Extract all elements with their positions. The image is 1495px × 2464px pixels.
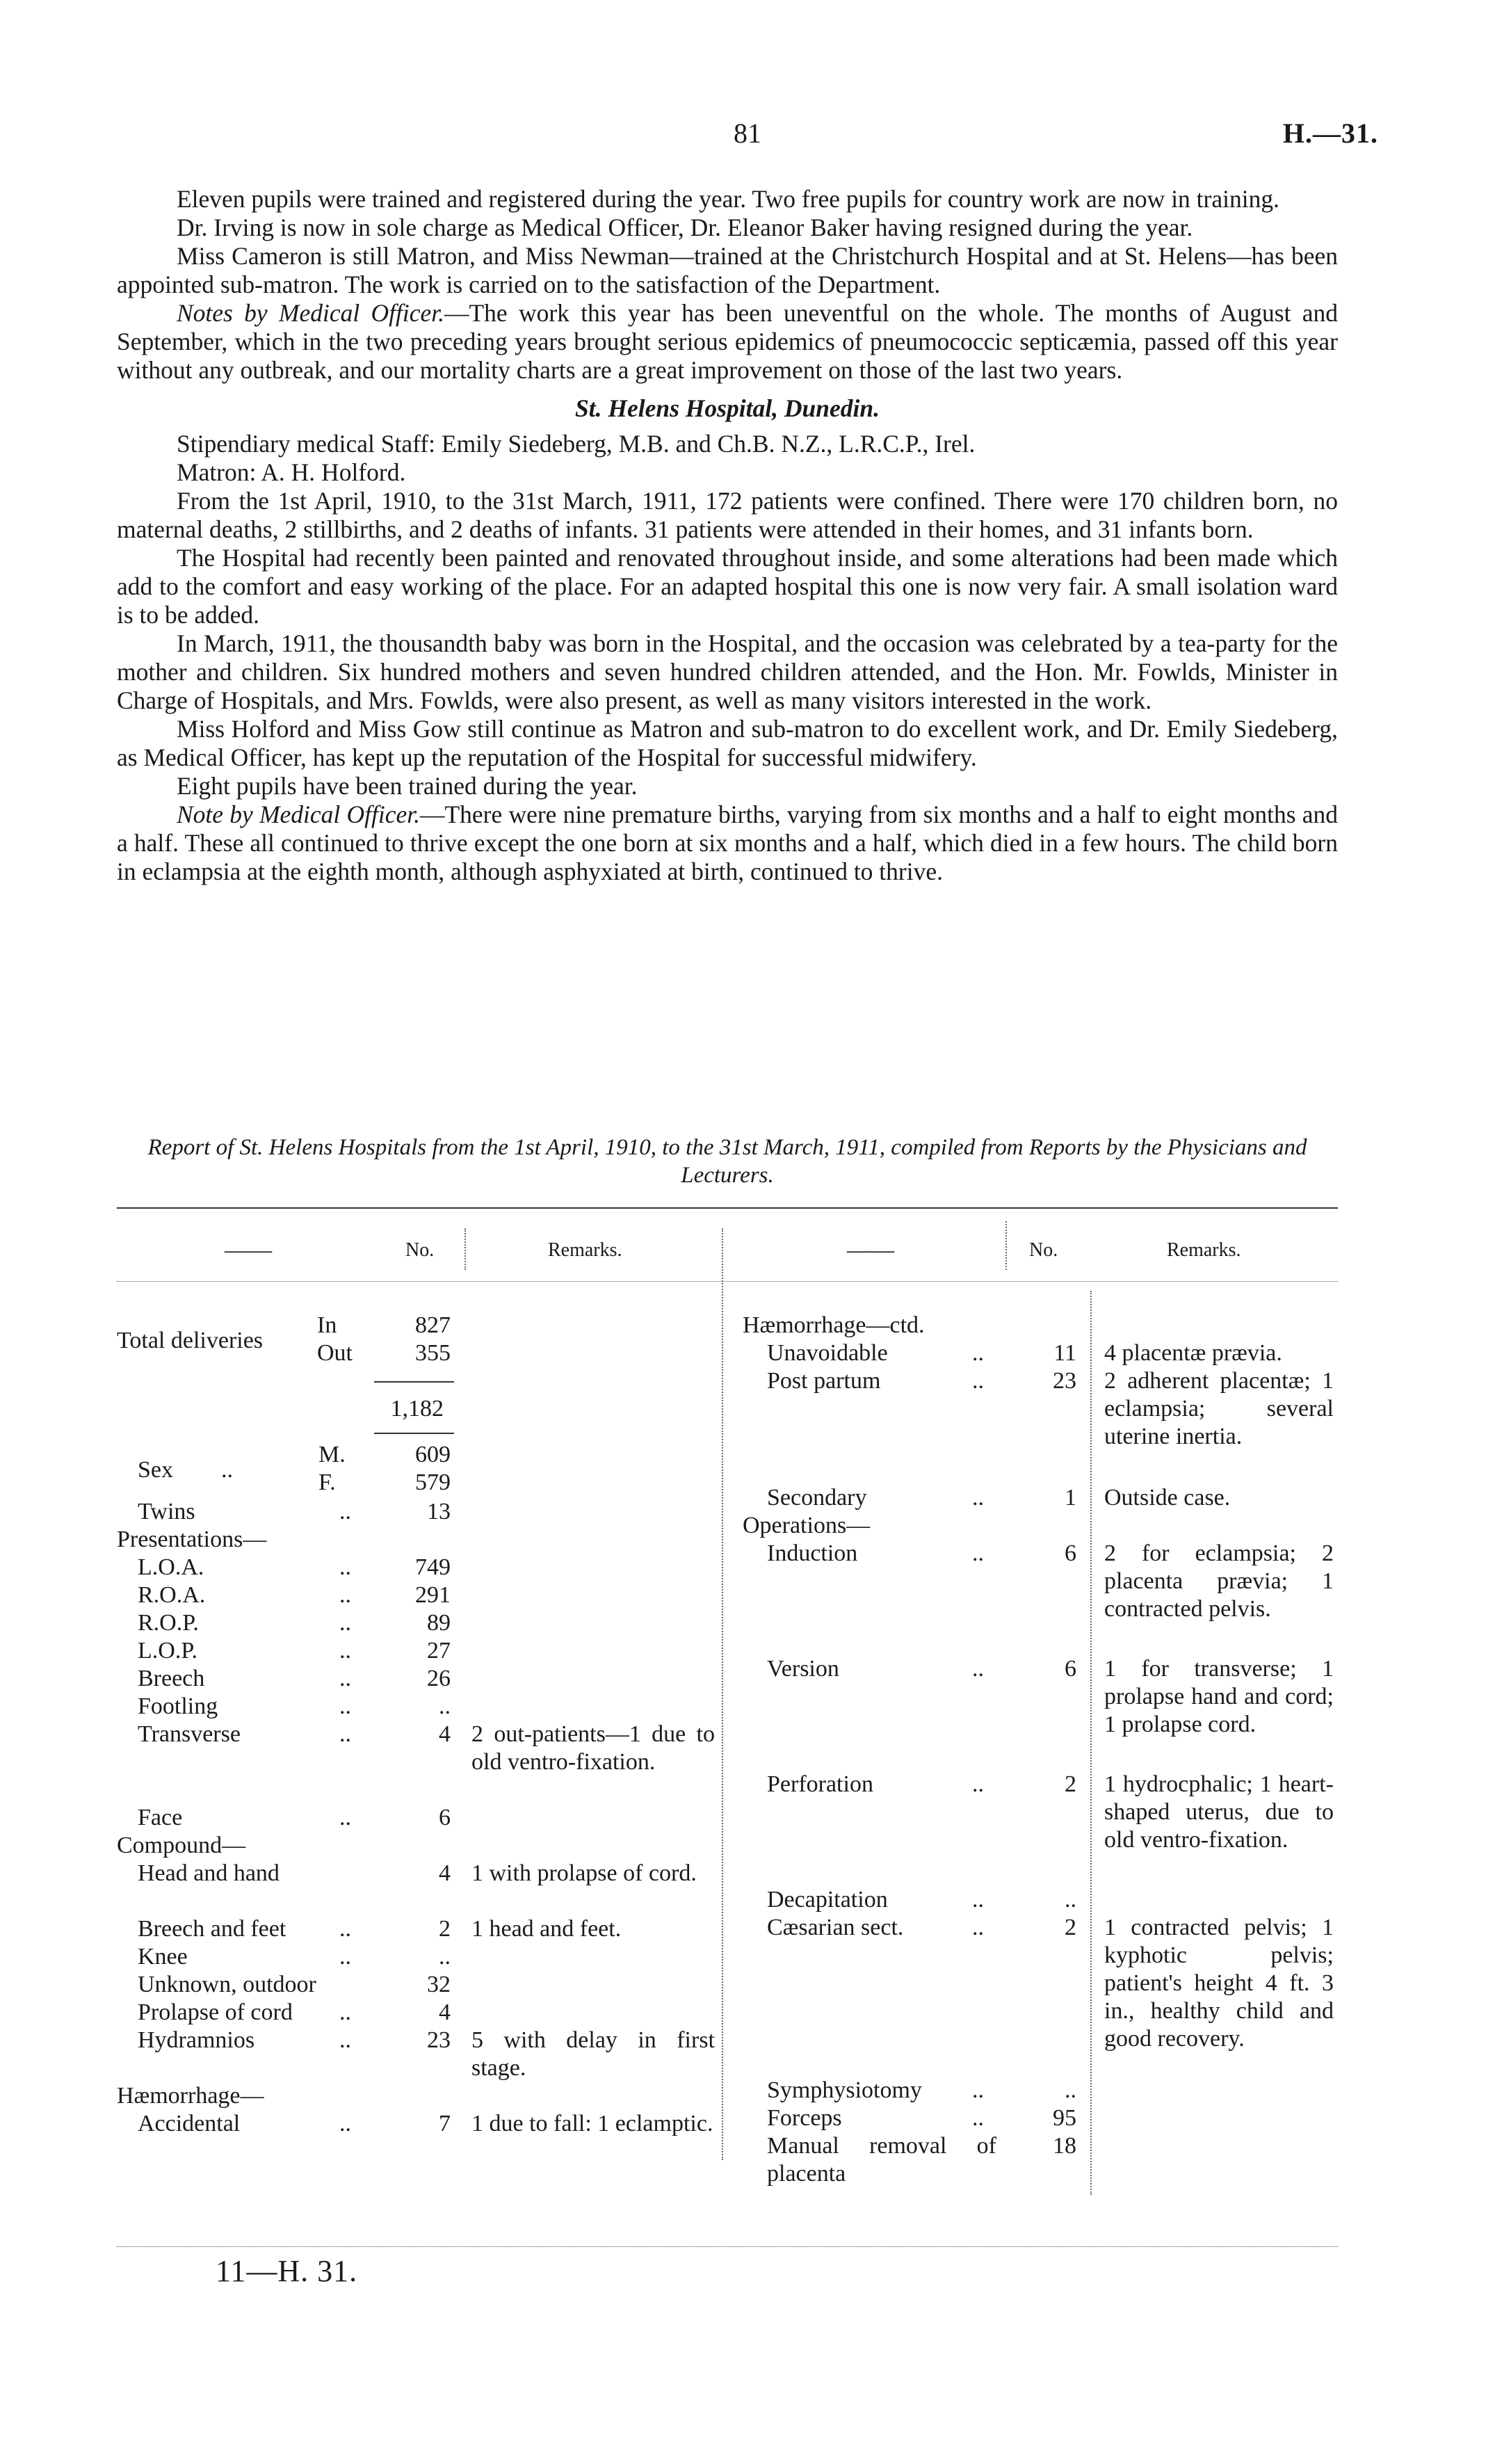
leader-dots: .. xyxy=(339,1693,351,1719)
leader-dots: .. xyxy=(339,1554,351,1580)
row-label: Knee xyxy=(138,1944,188,1970)
leader-dots: .. xyxy=(339,1916,351,1942)
cell-value: 4 xyxy=(439,1860,451,1886)
table-top-rule xyxy=(117,1207,1338,1209)
cell-value: 6 xyxy=(1065,1540,1076,1566)
col-header-remarks: Remarks. xyxy=(1167,1239,1241,1261)
paragraph: Dr. Irving is now in sole charge as Medical Officer, Dr. Eleanor Baker having resigned during the year. xyxy=(177,214,1193,241)
row-label: L.O.A. xyxy=(138,1554,204,1580)
cell-remark: 1 with prolapse of cord. xyxy=(471,1860,697,1886)
paragraph: From the 1st April, 1910, to the 31st March, 1911, 172 patients were confined. There were 170 children born, no maternal deaths, 2 stillbirths, and 2 deaths of infants. 31 patients were attended in their homes, and 31 infants born. xyxy=(117,487,1338,543)
row-label: Forceps xyxy=(767,2105,842,2131)
paragraph: Stipendiary medical Staff: Emily Siedeberg, M.B. and Ch.B. N.Z., L.R.C.P., Irel. xyxy=(177,430,976,458)
cell-value: 11 xyxy=(1053,1340,1076,1366)
cell-remark: 5 with delay in first stage. xyxy=(471,2027,715,2081)
cell-value: 7 xyxy=(439,2111,451,2136)
row-label: Breech and feet xyxy=(138,1916,286,1942)
cell-value: 23 xyxy=(427,2027,451,2053)
leader-dots: .. xyxy=(972,1540,984,1566)
row-label: Face xyxy=(138,1805,183,1830)
column-divider xyxy=(722,1228,723,2160)
cell-remark: 4 placentæ prævia. xyxy=(1104,1340,1282,1366)
cell-remark: 1 for transverse; 1 prolapse hand and cord; 1 prolapse cord. xyxy=(1104,1656,1334,1737)
row-group-label: Hæmorrhage— xyxy=(117,2083,264,2109)
row-sublabel: In xyxy=(317,1312,337,1338)
row-label: Breech xyxy=(138,1666,205,1691)
cell-value: 1 xyxy=(1065,1485,1076,1511)
row-label: Transverse xyxy=(138,1721,241,1747)
row-label: Cæsarian sect. xyxy=(767,1915,904,1940)
paragraph: Eleven pupils were trained and registered during the year. Two free pupils for country work are now in training. xyxy=(177,185,1279,213)
cell-remark: 1 head and feet. xyxy=(471,1916,622,1942)
leader-dots: .. xyxy=(339,2027,351,2053)
cell-value: 4 xyxy=(439,1721,451,1747)
row-label: Version xyxy=(767,1656,839,1682)
cell-value: 18 xyxy=(1053,2133,1076,2159)
row-label: R.O.A. xyxy=(138,1582,206,1608)
row-label: Accidental xyxy=(138,2111,241,2136)
cell-value: 291 xyxy=(415,1582,451,1608)
page-footer: 11—H. 31. xyxy=(216,2254,358,2288)
row-label: Total deliveries xyxy=(117,1328,264,1353)
paragraph: Matron: A. H. Holford. xyxy=(177,458,406,486)
row-label: Footling xyxy=(138,1693,218,1719)
paragraph: Miss Cameron is still Matron, and Miss Newman—trained at the Christchurch Hospital and at St. Helens—has been appointed sub-matron. The work is carried on to the satisfaction of the Department. xyxy=(117,242,1338,298)
row-group-label: Compound— xyxy=(117,1833,246,1858)
leader-dots: .. xyxy=(972,1771,984,1797)
cell-remark: 2 for eclampsia; 2 placenta prævia; 1 contracted pelvis. xyxy=(1104,1540,1334,1622)
col-header-no: No. xyxy=(405,1239,435,1261)
paragraph xyxy=(117,800,1338,886)
row-group-label: Presentations— xyxy=(117,1527,267,1552)
leader-dots: .. xyxy=(339,1582,351,1608)
column-divider xyxy=(1005,1221,1007,1270)
leader-dots: .. xyxy=(339,1805,351,1830)
leader-dots: .. xyxy=(972,1887,984,1913)
cell-value: 95 xyxy=(1053,2105,1076,2131)
leader-dots: .. xyxy=(339,1499,351,1524)
sum-rule xyxy=(374,1381,454,1383)
leader-dots: .. xyxy=(972,2077,984,2103)
body-text xyxy=(117,185,1338,886)
cell-remark: Outside case. xyxy=(1104,1485,1231,1511)
paragraph xyxy=(117,299,1338,385)
sum-rule xyxy=(374,1433,454,1434)
row-label: Secondary xyxy=(767,1485,867,1511)
row-label: Twins xyxy=(138,1499,195,1524)
cell-value: 6 xyxy=(439,1805,451,1830)
table-bottom-rule xyxy=(117,2246,1338,2247)
col-header-dash: —— xyxy=(847,1237,894,1263)
leader-dots: .. xyxy=(972,1915,984,1940)
leader-dots: .. xyxy=(339,1666,351,1691)
cell-value: 32 xyxy=(427,1972,451,1997)
cell-value: .. xyxy=(1065,2077,1076,2103)
leader-dots: .. xyxy=(972,1485,984,1511)
paragraph-lead: Notes by Medical Officer. xyxy=(177,299,444,327)
row-label: Symphysiotomy xyxy=(767,2077,922,2103)
col-header-no: No. xyxy=(1029,1239,1058,1261)
cell-value: 609 xyxy=(415,1442,451,1467)
column-divider xyxy=(464,1228,466,1270)
cell-value: 2 xyxy=(439,1916,451,1942)
row-label: Prolapse of cord xyxy=(138,1999,293,2025)
cell-value: .. xyxy=(1065,1887,1076,1913)
leader-dots: .. xyxy=(339,1638,351,1664)
cell-value: 355 xyxy=(415,1340,451,1366)
document-reference: H.—31. xyxy=(1282,118,1378,149)
cell-remark: 1 contracted pelvis; 1 kyphotic pelvis; patient's height 4 ft. 3 in., healthy child and good recovery. xyxy=(1104,1915,1334,2052)
paragraph-text: —There were nine premature births, varying from six months and a half to eight months and a half. These all continued to thrive except the one born at six months and a half, which died in a few hours. The child born in eclampsia at the eighth month, although asphyxiated at birth, continued to thrive. xyxy=(117,800,1338,885)
cell-value: 23 xyxy=(1053,1368,1076,1394)
leader-dots: .. xyxy=(339,1610,351,1636)
paragraph: Eight pupils have been trained during the year. xyxy=(177,772,638,800)
cell-value: 27 xyxy=(427,1638,451,1664)
table-header-rule xyxy=(117,1281,1338,1282)
page-number: 81 xyxy=(734,118,761,149)
paragraph: The Hospital had recently been painted and renovated throughout inside, and some alterations had been made which add to the comfort and easy working of the place. For an adapted hospital this one is now very fair. A small isolation ward is to be added. xyxy=(117,544,1338,629)
row-sublabel: Out xyxy=(317,1340,353,1366)
row-group-label: Operations— xyxy=(743,1513,871,1538)
cell-remark: 2 out-patients—1 due to old ventro-fixation. xyxy=(471,1721,715,1775)
row-label: Post partum xyxy=(767,1368,881,1394)
cell-value: 749 xyxy=(415,1554,451,1580)
cell-value: .. xyxy=(439,1693,451,1719)
leader-dots: .. xyxy=(339,1999,351,2025)
cell-value: 579 xyxy=(415,1469,451,1495)
cell-remark: 1 hydrocphalic; 1 heart-shaped uterus, due to old ventro-fixation. xyxy=(1104,1771,1334,1853)
row-sublabel: M. xyxy=(318,1442,346,1467)
cell-remark: 1 due to fall: 1 eclamptic. xyxy=(471,2111,713,2136)
paragraph-text: —The work this year has been uneventful on the whole. The months of August and September, which in the two preceding years brought serious epidemics of pneumococcic septicæmia, passed off this year without any outbreak, and our mortality charts are a great improvement on those of the last two years. xyxy=(117,299,1338,384)
leader-dots: .. xyxy=(972,1368,984,1394)
row-label: Unknown, outdoor xyxy=(138,1972,316,1997)
cell-remark: 2 adherent placentæ; 1 eclampsia; several uterine inertia. xyxy=(1104,1368,1334,1449)
row-label: Perforation xyxy=(767,1771,873,1797)
cell-value: 6 xyxy=(1065,1656,1076,1682)
row-sublabel: F. xyxy=(318,1469,336,1495)
col-header-remarks: Remarks. xyxy=(548,1239,622,1261)
row-label: R.O.P. xyxy=(138,1610,199,1636)
cell-value: 2 xyxy=(1065,1771,1076,1797)
row-group-label: Hæmorrhage—ctd. xyxy=(743,1312,925,1338)
col-header-dash: —— xyxy=(225,1237,272,1263)
row-label: Sex xyxy=(138,1457,173,1483)
paragraph: Miss Holford and Miss Gow still continue as Matron and sub-matron to do excellent work, and Dr. Emily Siedeberg, as Medical Officer, has kept up the reputation of the Hospital for successful midwifery. xyxy=(117,715,1338,771)
row-label: Manual removal of placenta xyxy=(767,2133,996,2187)
row-label: Unavoidable xyxy=(767,1340,888,1366)
cell-total: 1,182 xyxy=(390,1396,444,1422)
paragraph-lead: Note by Medical Officer. xyxy=(177,800,420,828)
leader-dots: .. xyxy=(972,1340,984,1366)
cell-value: .. xyxy=(439,1944,451,1970)
cell-value: 827 xyxy=(415,1312,451,1338)
row-label: Head and hand xyxy=(138,1860,280,1886)
row-label: Induction xyxy=(767,1540,858,1566)
page-header xyxy=(117,117,1378,159)
leader-dots: .. xyxy=(339,1721,351,1747)
cell-value: 4 xyxy=(439,1999,451,2025)
paragraph: In March, 1911, the thousandth baby was born in the Hospital, and the occasion was celebrated by a tea-party for the mother and children. Six hundred mothers and seven hundred children attended, and the Hon. Mr. Fowlds, Minister in Charge of Hospitals, and Mrs. Fowlds, were also present, as well as many visitors interested in the work. xyxy=(117,629,1338,714)
row-label: Decapitation xyxy=(767,1887,888,1913)
cell-value: 2 xyxy=(1065,1915,1076,1940)
leader-dots: .. xyxy=(339,1944,351,1970)
cell-value: 13 xyxy=(427,1499,451,1524)
report-table xyxy=(117,1207,1338,2250)
leader-dots: .. xyxy=(972,2105,984,2131)
leader-dots: .. xyxy=(339,2111,351,2136)
table-caption: Report of St. Helens Hospitals from the 1st April, 1910, to the 31st March, 1911, compiled from Reports by the Physicians and Lecturers. xyxy=(147,1135,1307,1188)
cell-value: 26 xyxy=(427,1666,451,1691)
cell-value: 89 xyxy=(427,1610,451,1636)
section-title: St. Helens Hospital, Dunedin. xyxy=(575,394,880,422)
leader-dots: .. xyxy=(972,1656,984,1682)
row-label: L.O.P. xyxy=(138,1638,197,1664)
column-divider xyxy=(1090,1291,1092,2195)
row-label: Hydramnios xyxy=(138,2027,255,2053)
leader-dots: .. xyxy=(221,1457,233,1483)
